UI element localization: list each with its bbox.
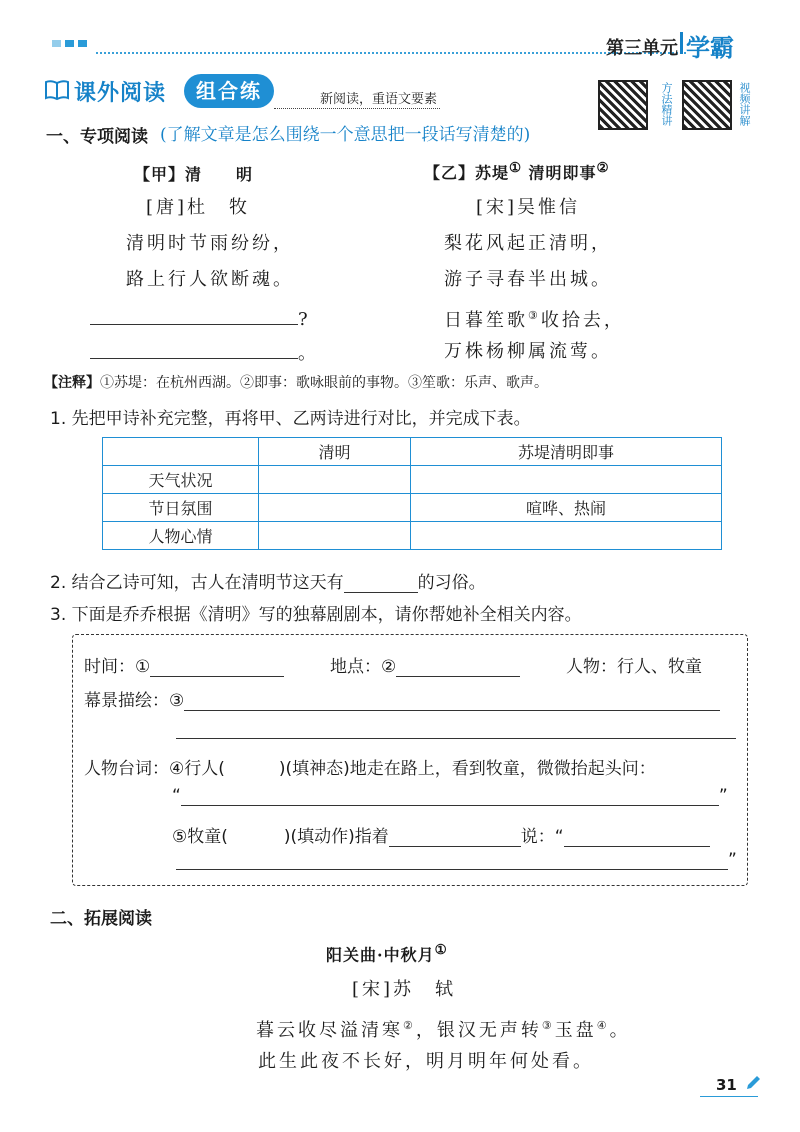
table-row xyxy=(103,522,722,550)
script-quote-line: “ ” xyxy=(172,786,728,806)
answer-blank[interactable] xyxy=(184,693,720,711)
question-2: 2. 结合乙诗可知，古人在清明节这天有 的习俗。 xyxy=(50,573,486,593)
brand-divider xyxy=(680,32,683,54)
banner-pill: 组合练 xyxy=(184,74,274,108)
table-cell: 人物心情 xyxy=(103,522,259,550)
section-heading: 二、拓展阅读 xyxy=(50,909,152,929)
answer-cell[interactable] xyxy=(411,522,722,550)
page-number: 31 xyxy=(716,1076,737,1094)
table-header: 苏堤清明即事 xyxy=(411,438,722,466)
script-place: 地点：② xyxy=(330,652,520,677)
brand-logo: 学霸 xyxy=(686,34,734,62)
question-1: 1. 先把甲诗补充完整，再将甲、乙两诗进行对比，并完成下表。 xyxy=(50,409,531,429)
answer-blank[interactable] xyxy=(564,829,710,847)
poem-c-line: 暮云收尽溢清寒②，银汉无声转③玉盘④。 xyxy=(256,1019,631,1041)
header-rule xyxy=(96,52,686,54)
answer-blank[interactable] xyxy=(396,659,520,677)
answer-cell[interactable] xyxy=(259,494,411,522)
qr-label-method: 方法精讲 xyxy=(660,82,673,126)
annotation: 【注释】①苏堤：在杭州西湖。②即事：歌咏眼前的事物。③笙歌：乐声、歌声。 xyxy=(44,375,548,391)
poem-c-title: 阳关曲·中秋月① xyxy=(326,942,448,965)
poem-a-blank-2[interactable]: 。 xyxy=(90,336,319,372)
comparison-table xyxy=(102,437,722,550)
poem-a-line: 路上行人欲断魂。 xyxy=(126,269,294,290)
poem-c-line: 此生此夜不长好，明月明年何处看。 xyxy=(258,1051,594,1072)
table-cell xyxy=(103,438,259,466)
script-time: 时间：① xyxy=(84,652,284,677)
header-decoration xyxy=(52,40,87,47)
poem-b-line: 日暮笙歌③收拾去， xyxy=(444,309,625,331)
table-cell: 节日氛围 xyxy=(103,494,259,522)
banner-underline xyxy=(274,108,440,109)
poem-a-author: [唐]杜 牧 xyxy=(146,197,251,218)
answer-cell[interactable] xyxy=(259,466,411,494)
poem-b-title: 【乙】苏堤① 清明即事② xyxy=(424,160,610,183)
table-row xyxy=(103,466,722,494)
poem-c-author: [宋]苏 轼 xyxy=(352,979,457,1000)
section-note: (了解文章是怎么围绕一个意思把一段话写清楚的) xyxy=(160,125,531,145)
poem-a-title: 【甲】清 明 xyxy=(134,165,254,184)
answer-cell[interactable] xyxy=(259,522,411,550)
answer-blank[interactable] xyxy=(176,738,736,739)
poem-b-line: 游子寻春半出城。 xyxy=(444,269,612,290)
poem-a-line: 清明时节雨纷纷， xyxy=(126,233,294,254)
answer-blank[interactable] xyxy=(181,788,719,806)
qr-code-icon[interactable] xyxy=(598,80,648,130)
table-row xyxy=(103,494,722,522)
poem-a-blank-1[interactable]: ? xyxy=(90,302,311,338)
qr-label-video: 视频讲解 xyxy=(738,82,751,126)
unit-label: 第三单元 xyxy=(606,38,678,59)
answer-blank[interactable] xyxy=(344,575,418,593)
page-rule xyxy=(700,1096,758,1097)
poem-b-line: 万株杨柳属流莺。 xyxy=(444,341,612,362)
answer-blank[interactable] xyxy=(150,659,284,677)
script-dialogue: 人物台词：④行人( )(填神态)地走在路上，看到牧童，微微抬起头问： xyxy=(84,759,656,779)
poem-b-line: 梨花风起正清明， xyxy=(444,233,612,254)
script-people: 人物：行人、牧童 xyxy=(566,657,702,677)
answer-blank[interactable] xyxy=(176,852,728,870)
banner-title: 课外阅读 xyxy=(74,81,167,106)
poem-b-author: [宋]吴惟信 xyxy=(476,197,581,218)
script-scene: 幕景描绘：③ xyxy=(84,686,720,711)
script-herdboy: ⑤牧童( )(填动作)指着 说：“ xyxy=(172,822,710,847)
qr-code-icon[interactable] xyxy=(682,80,732,130)
banner-subtitle: 新阅读，重语文要素 xyxy=(320,92,438,107)
table-cell: 喧哗、热闹 xyxy=(411,494,722,522)
table-cell: 天气状况 xyxy=(103,466,259,494)
question-3: 3. 下面是乔乔根据《清明》写的独幕剧剧本，请你帮她补全相关内容。 xyxy=(50,605,582,625)
section-heading: 一、专项阅读 xyxy=(46,127,148,147)
book-icon xyxy=(44,78,70,102)
answer-blank[interactable] xyxy=(389,829,521,847)
answer-cell[interactable] xyxy=(411,466,722,494)
script-quote-line: ” xyxy=(176,850,737,870)
table-header: 清明 xyxy=(259,438,411,466)
pencil-icon xyxy=(744,1074,762,1092)
table-header-row xyxy=(103,438,722,466)
